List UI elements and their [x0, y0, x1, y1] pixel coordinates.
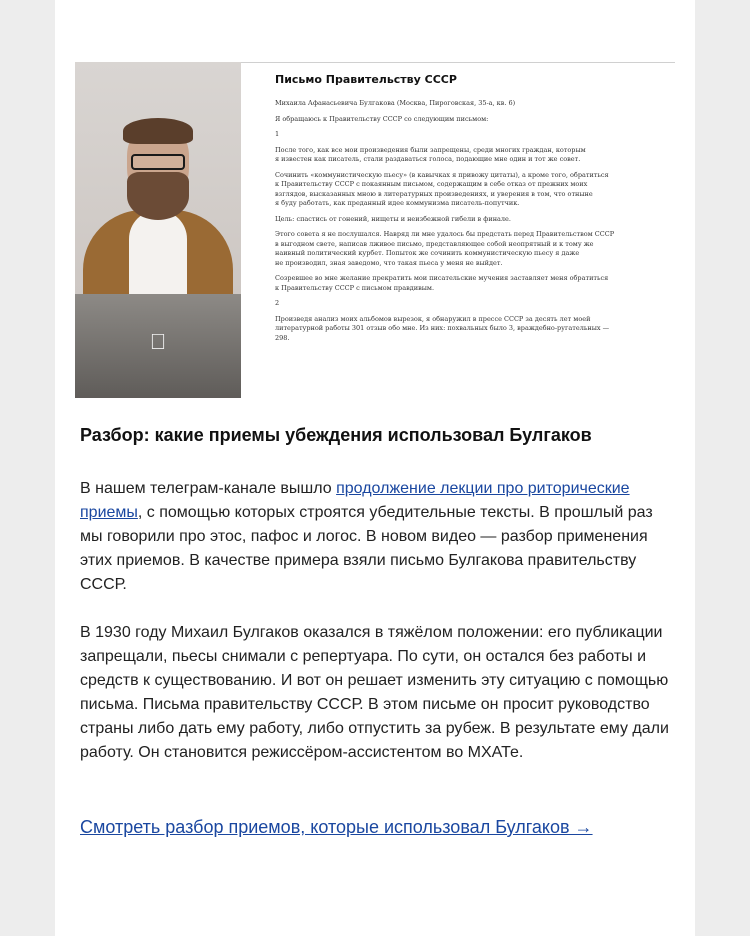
watch-cta [80, 815, 593, 839]
watch-link[interactable]: Смотреть разбор приемов, которые использовал Булгаков → [80, 817, 593, 837]
presenter-image [75, 62, 241, 294]
letter-title: Письмо Правительству СССР [275, 73, 457, 86]
presenter-video [75, 62, 241, 398]
laptop-image [75, 294, 241, 398]
context-paragraph: В 1930 году Михаил Булгаков оказался в тяжёлом положении: его публикации запрещали, пьесы снимали с репертуара. По сути, он остался без работы и средств к существованию. И вот он решает изменить эту ситуацию с помощью письма. Письма правительству СССР. В этом письме он просит руководство страны либо дать ему работу, либо отпустить за рубеж. В результате ему дали работу. Он становится режиссёром-ассистентом во МХАТе. [80, 624, 669, 761]
article-title: Разбор: какие приемы убеждения использовал Булгаков [80, 425, 592, 445]
apple-logo-icon [147, 330, 169, 354]
lecture-link[interactable]: продолжение лекции про риторические приемы [80, 480, 630, 521]
article-card [55, 0, 695, 936]
letter-body: Михаила Афанасьевича Булгакова (Москва, Пироговская, 35-а, кв. 6) Я обращаюсь к Правительству СССР со следующим письмом: 1 После того, как все мои произведения были запрещены, среди многих граждан, которым я известен как писатель, стали раздаваться голоса, подающие мне один и тот же совет. Сочинить «коммунистическую пьесу» (в кавычках я привожу цитаты), а кроме того, обратиться к Правительству СССР с покаянным письмом, содержащим в себе отказ от прежних моих взглядов, высказанных мною в литературных произведениях, и уверения в том, что отныне я буду работать, как преданный идее коммунизма писатель-попутчик. Цель: спастись от гонений, нищеты и неизбежной гибели в финале. Этого совета я не послушался. Навряд ли мне удалось бы предстать перед Правительством СССР в выгодном свете, написав лживое письмо, представляющее собой неопрятный и к тому же наивный политический курбет. Попыток же сочинить коммунистическую пьесу я даже не производил, зная заведомо, что такая пьеса у меня не выйдет. Созревшее во мне желание прекратить мои писательские мучения заставляет меня обратиться к Правительству СССР с письмом правдивым. 2 Произведя анализ моих альбомов вырезок, я обнаружил в прессе СССР за десять лет моей литературной работы 301 отзыв обо мне. Из них: похвальных было 3, враждебно-ругательных — 298. [275, 99, 615, 342]
video-preview[interactable] [75, 62, 675, 398]
intro-paragraph: В нашем телеграм-канале вышло продолжение лекции про риторические приемы, с помощью которых строятся убедительные тексты. В прошлый раз мы говорили про этос, пафос и логос. В новом видео — разбор применения этих приемов. В качестве примера взяли письмо Булгакова правительству СССР. [80, 480, 653, 593]
letter-document [241, 62, 675, 398]
glasses [131, 154, 185, 170]
